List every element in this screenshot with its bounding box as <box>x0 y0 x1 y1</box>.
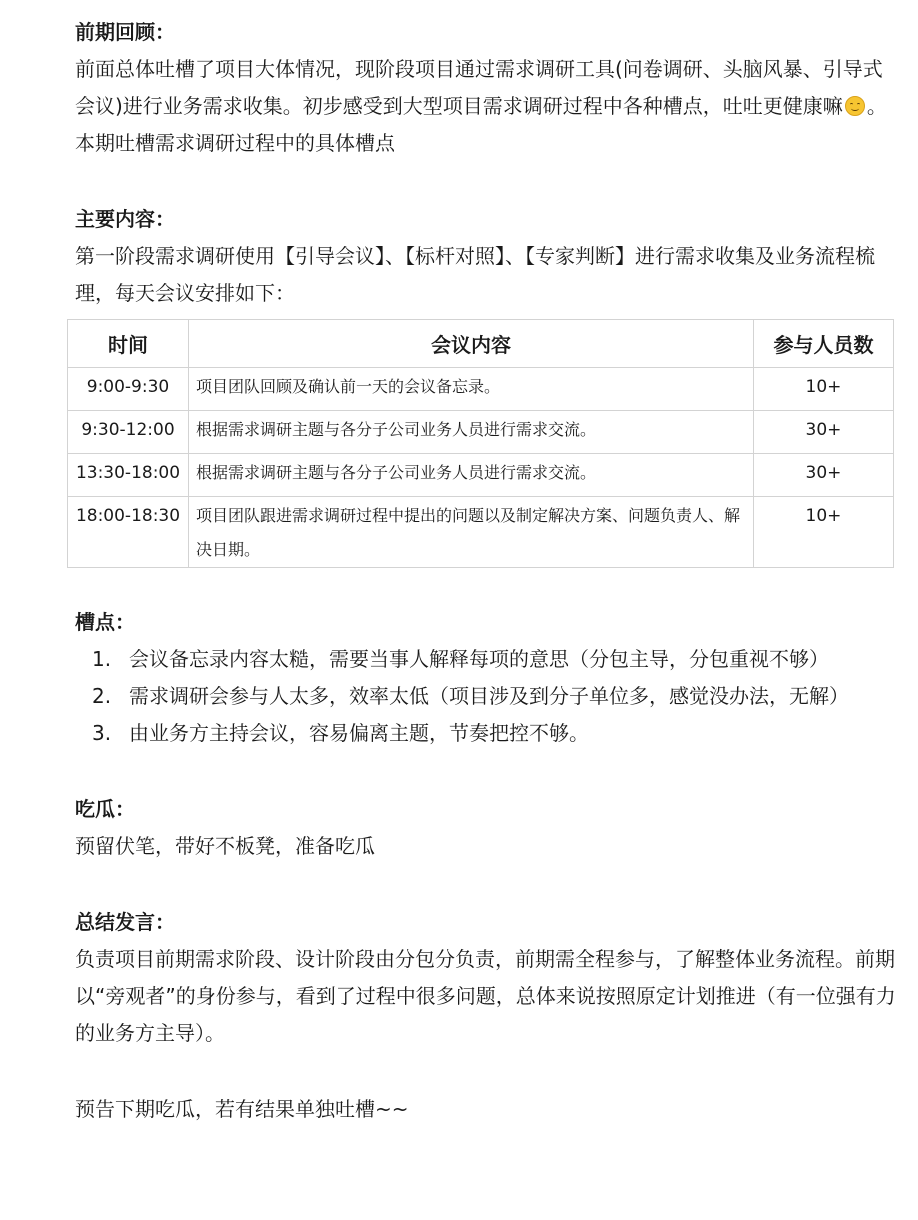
row-time: 18:00-18:30 <box>68 497 189 568</box>
table-header-row <box>68 320 894 368</box>
list-item-number: 3. <box>92 721 112 745</box>
spacer <box>75 865 897 904</box>
list-item <box>75 715 897 752</box>
list-item <box>75 641 897 678</box>
row-count: 10+ <box>754 368 894 411</box>
gossip-text: 预留伏笔，带好不板凳，准备吃瓜 <box>75 834 375 858</box>
spacer <box>75 162 897 201</box>
recap-text-part2: 。本期吐槽需求调研过程中的具体槽点 <box>75 94 887 155</box>
lower-section <box>75 604 897 1128</box>
table-row <box>68 454 894 497</box>
row-time: 9:30-12:00 <box>68 411 189 454</box>
main-heading: 主要内容： <box>75 207 175 231</box>
intro-section <box>75 14 897 312</box>
row-content: 项目团队跟进需求调研过程中提出的问题以及制定解决方案、问题负责人、解决日期。 <box>189 497 754 568</box>
smiling-face-icon <box>845 96 865 116</box>
header-content: 会议内容 <box>189 320 754 368</box>
list-item-text: 由业务方主持会议，容易偏离主题，节奏把控不够。 <box>129 721 589 745</box>
header-count: 参与人员数 <box>754 320 894 368</box>
header-time: 时间 <box>68 320 189 368</box>
recap-heading: 前期回顾： <box>75 20 175 44</box>
table-row <box>68 497 894 568</box>
row-count: 30+ <box>754 454 894 497</box>
row-time: 9:00-9:30 <box>68 368 189 411</box>
list-item-number: 1. <box>92 647 112 671</box>
closing-text: 预告下期吃瓜，若有结果单独吐槽~~ <box>75 1097 409 1121</box>
table-row <box>68 411 894 454</box>
row-content: 根据需求调研主题与各分子公司业务人员进行需求交流。 <box>189 411 754 454</box>
list-item <box>75 678 897 715</box>
summary-text: 负责项目前期需求阶段、设计阶段由分包分负责，前期需全程参与，了解整体业务流程。前期以“旁观者”的身份参与，看到了过程中很多问题，总体来说按照原定计划推进（有一位强有力的业务方主导）。 <box>75 947 896 1045</box>
list-item-text: 会议备忘录内容太糙，需要当事人解释每项的意思（分包主导，分包重视不够） <box>129 647 829 671</box>
spacer <box>75 1052 897 1091</box>
row-count: 30+ <box>754 411 894 454</box>
recap-text <box>75 51 897 162</box>
table-row <box>68 368 894 411</box>
meeting-schedule-table <box>67 319 894 568</box>
gossip-heading: 吃瓜： <box>75 797 135 821</box>
row-content: 根据需求调研主题与各分子公司业务人员进行需求交流。 <box>189 454 754 497</box>
main-text: 第一阶段需求调研使用【引导会议】、【标杆对照】、【专家判断】进行需求收集及业务流程梳理，每天会议安排如下： <box>75 244 875 305</box>
issues-heading: 槽点： <box>75 610 135 634</box>
recap-text-part1: 前面总体吐槽了项目大体情况，现阶段项目通过需求调研工具(问卷调研、头脑风暴、引导式会议)进行业务需求收集。初步感受到大型项目需求调研过程中各种槽点，吐吐更健康嘛 <box>75 57 883 118</box>
list-item-number: 2. <box>92 684 112 708</box>
row-count: 10+ <box>754 497 894 568</box>
issues-list <box>75 641 897 752</box>
row-time: 13:30-18:00 <box>68 454 189 497</box>
list-item-text: 需求调研会参与人太多，效率太低（项目涉及到分子单位多，感觉没办法，无解） <box>129 684 849 708</box>
summary-heading: 总结发言： <box>75 910 175 934</box>
row-content: 项目团队回顾及确认前一天的会议备忘录。 <box>189 368 754 411</box>
spacer <box>75 752 897 791</box>
